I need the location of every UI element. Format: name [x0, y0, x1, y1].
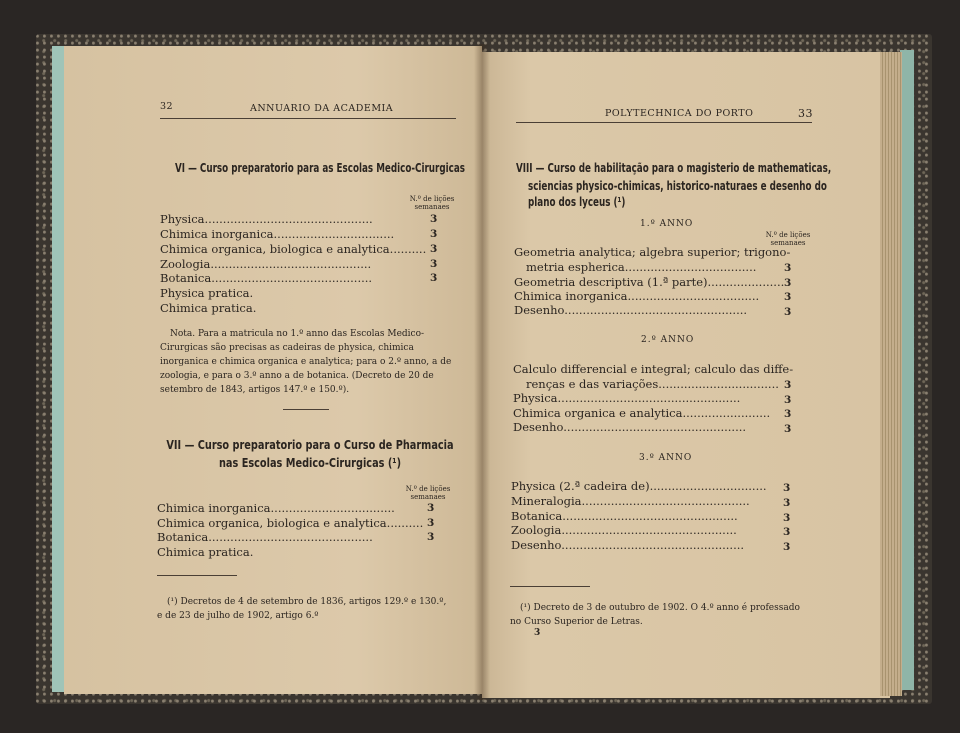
row-value: 3	[430, 243, 438, 255]
page-stack	[880, 52, 902, 696]
row-value: 3	[784, 379, 792, 391]
table-row: Physica..................................................	[513, 391, 741, 405]
table-row: Chimica pratica.	[157, 545, 254, 559]
table-row: Chimica inorganica..................................	[157, 501, 395, 515]
row-value: 3	[427, 531, 435, 543]
signature-mark: 3	[534, 628, 541, 638]
section-vii-title-line1: VII — Curso preparatorio para o Curso de Pharmacia	[166, 437, 454, 452]
right-page-number: 33	[798, 107, 813, 120]
row-value: 3	[784, 277, 792, 289]
section-vii-title-line2: nas Escolas Medico-Cirurgicas (¹)	[218, 455, 402, 470]
row-value: 3	[430, 228, 438, 240]
table-row: Calculo differencial e integral; calculo das diffe-	[513, 362, 794, 376]
table-row: Botanica................................................	[511, 509, 738, 523]
table-row: Chimica organica, biologica e analytica..........	[157, 516, 424, 530]
row-value: 3	[430, 272, 438, 284]
row-value: 3	[430, 258, 438, 270]
right-header-rule	[516, 122, 812, 123]
row-value: 3	[784, 306, 792, 318]
row-value: 3	[783, 541, 791, 553]
section-viii-col-header: N.º de lições semanaes	[765, 231, 811, 247]
table-row: Botanica.............................................	[157, 530, 373, 544]
section-vi-title: VI — Curso preparatorio para as Escolas Medico-Cirurgicas	[175, 160, 466, 175]
right-footnote: (¹) Decreto de 3 de outubro de 1902. O 4.º anno é professado no Curso Superior de Letras.	[510, 603, 800, 627]
section-divider	[283, 409, 329, 410]
table-row: Zoologia................................................	[511, 523, 737, 537]
row-value: 3	[783, 512, 791, 524]
year-1-label: 1.º ANNO	[640, 219, 694, 229]
right-running-head: POLYTECHNICA DO PORTO	[605, 108, 754, 119]
table-row: Mineralogia..............................................	[511, 494, 750, 508]
table-row: Zoologia............................................	[160, 257, 372, 271]
table-row: Chimica pratica.	[160, 301, 257, 315]
row-value: 3	[783, 497, 791, 509]
row-value: 3	[783, 526, 791, 538]
section-viii-title-line3: plano dos lyceus (¹)	[528, 194, 626, 209]
left-running-head: ANNUARIO DA ACADEMIA	[250, 103, 394, 114]
section-vi-note: Nota. Para a matricula no 1.º anno das Escolas Medico-Cirurgicas são precisas as cadeiras de physica, chimica inorganica e chimica organica e analytica; para o 2.º anno, a de zoologia, e para o 3.º anno a de botanica. (Decreto de 20 de setembro de 1843, artigos 147.º e 150.º).	[160, 329, 452, 395]
row-value: 3	[784, 262, 792, 274]
table-row: Chimica inorganica....................................	[514, 289, 760, 303]
table-row: Physica..............................................	[160, 212, 373, 226]
table-row: Botanica............................................	[160, 271, 373, 285]
table-row: Geometria descriptiva (1.ª parte).....................	[514, 275, 785, 289]
section-vi-col-header: N.º de lições semanaes	[409, 195, 455, 211]
table-row: renças e das variações.................................	[526, 377, 779, 391]
section-vii-col-header: N.º de lições semanaes	[405, 485, 451, 501]
section-viii-title-line2: sciencias physico-chimicas, historico-naturaes e desenho do	[528, 178, 827, 193]
row-value: 3	[783, 482, 791, 494]
table-row: Chimica organica e analytica........................	[513, 406, 771, 420]
left-header-rule	[160, 118, 456, 119]
table-row: Desenho..................................................	[513, 420, 747, 434]
table-row: metria espherica....................................	[526, 260, 757, 274]
table-row: Desenho..................................................	[514, 303, 748, 317]
table-row: Chimica inorganica.................................	[160, 227, 395, 241]
row-value: 3	[784, 408, 792, 420]
table-row: Chimica organica, biologica e analytica..........	[160, 242, 427, 256]
row-value: 3	[784, 291, 792, 303]
table-row: Desenho..................................................	[511, 538, 745, 552]
footnote-rule	[510, 586, 590, 587]
table-row: Physica (2.ª cadeira de)................................	[511, 479, 767, 493]
year-2-label: 2.º ANNO	[641, 335, 695, 345]
table-row: Geometria analytica; algebra superior; trigono-	[514, 245, 791, 259]
book-gutter	[474, 44, 490, 700]
row-value: 3	[427, 502, 435, 514]
row-value: 3	[427, 517, 435, 529]
left-page-number: 32	[160, 101, 174, 112]
section-viii-title-line1: VIII — Curso de habilitação para o magisterio de mathematicas,	[516, 160, 832, 175]
footnote-rule	[157, 575, 237, 576]
year-3-label: 3.º ANNO	[639, 453, 693, 463]
row-value: 3	[430, 213, 438, 225]
table-row: Physica pratica.	[160, 286, 254, 300]
right-page-edge	[900, 50, 914, 690]
row-value: 3	[784, 394, 792, 406]
left-footnote: (¹) Decretos de 4 de setembro de 1836, artigos 129.º e 130.º, e de 23 de julho de 1902, artigo 6.º	[157, 597, 447, 621]
row-value: 3	[784, 423, 792, 435]
